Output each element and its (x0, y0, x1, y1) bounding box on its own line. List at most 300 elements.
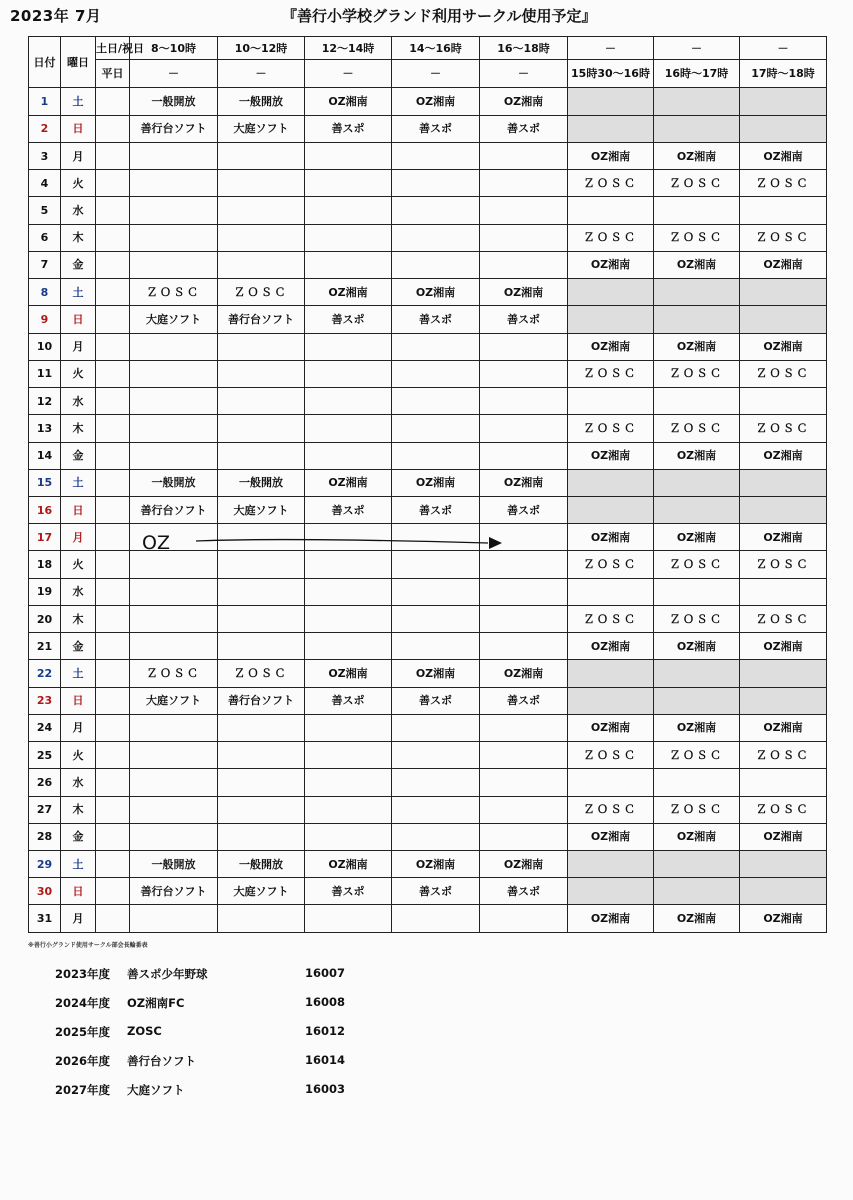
weekend-slot-cell (218, 578, 305, 605)
weekend-slot-cell (305, 578, 392, 605)
weekday-slot-cell: OZ湘南 (654, 251, 740, 278)
day-of-week-cell: 土 (61, 851, 96, 878)
header-slot-2: 10～12時 (218, 37, 305, 60)
weekend-slot-cell (480, 524, 568, 551)
date-cell: 15 (29, 469, 61, 496)
weekend-slot-cell: 善スポ (392, 687, 480, 714)
weekday-slot-cell (740, 851, 827, 878)
rotation-year: 2024年度 (55, 996, 111, 1010)
rotation-row (55, 989, 455, 1018)
day-row (29, 142, 827, 169)
date-cell: 19 (29, 578, 61, 605)
weekday-slot-cell: ＺＯＳＣ (740, 605, 827, 632)
day-row (29, 279, 827, 306)
weekend-slot-cell (218, 551, 305, 578)
day-row (29, 769, 827, 796)
weekend-slot-cell (218, 360, 305, 387)
weekend-slot-cell (480, 905, 568, 933)
weekend-slot-cell: OZ湘南 (480, 469, 568, 496)
weekday-marker-cell (96, 524, 130, 551)
day-row (29, 905, 827, 933)
weekend-slot-cell (305, 388, 392, 415)
weekend-slot-cell: OZ湘南 (392, 88, 480, 115)
day-of-week-cell: 木 (61, 415, 96, 442)
weekend-slot-cell (480, 360, 568, 387)
weekend-slot-cell: 善スポ (480, 878, 568, 905)
weekday-slot-cell (740, 279, 827, 306)
day-of-week-cell: 火 (61, 551, 96, 578)
header-slot-sub-2: － (218, 60, 305, 88)
day-row (29, 197, 827, 224)
weekend-slot-cell (130, 251, 218, 278)
weekday-slot-cell (568, 306, 654, 333)
day-row (29, 415, 827, 442)
day-of-week-cell: 土 (61, 469, 96, 496)
weekday-marker-cell (96, 306, 130, 333)
handwritten-note-text: OZ (142, 532, 170, 554)
year-month-label: 2023年 7月 (10, 7, 102, 25)
date-cell: 5 (29, 197, 61, 224)
day-of-week-cell: 土 (61, 660, 96, 687)
weekend-slot-cell (305, 823, 392, 850)
weekend-slot-cell (480, 551, 568, 578)
header-weekday-slot-1: 15時30～16時 (568, 60, 654, 88)
weekday-slot-cell: OZ湘南 (568, 442, 654, 469)
weekday-slot-cell: OZ湘南 (740, 442, 827, 469)
weekday-marker-cell (96, 224, 130, 251)
rotation-year: 2023年度 (55, 967, 111, 981)
weekday-slot-cell: OZ湘南 (654, 142, 740, 169)
weekday-slot-cell: ＺＯＳＣ (740, 415, 827, 442)
weekend-slot-cell (480, 633, 568, 660)
weekend-slot-cell (130, 442, 218, 469)
day-row (29, 796, 827, 823)
weekday-slot-cell: ＺＯＳＣ (654, 415, 740, 442)
weekend-slot-cell: 善スポ (305, 115, 392, 142)
weekday-marker-cell (96, 333, 130, 360)
weekend-slot-cell: OZ湘南 (392, 851, 480, 878)
weekday-slot-cell: ＺＯＳＣ (740, 796, 827, 823)
weekday-slot-cell (568, 388, 654, 415)
weekend-slot-cell (480, 333, 568, 360)
weekend-slot-cell (392, 905, 480, 933)
day-row (29, 687, 827, 714)
weekend-slot-cell (218, 823, 305, 850)
weekday-slot-cell (568, 578, 654, 605)
day-row (29, 524, 827, 551)
weekend-slot-cell (480, 415, 568, 442)
weekday-marker-cell (96, 388, 130, 415)
weekend-slot-cell (392, 360, 480, 387)
weekday-marker-cell (96, 769, 130, 796)
day-of-week-cell: 木 (61, 224, 96, 251)
weekday-slot-cell: OZ湘南 (740, 714, 827, 741)
weekday-slot-cell (740, 306, 827, 333)
day-of-week-cell: 日 (61, 878, 96, 905)
header-day-of-week: 曜日 (61, 37, 96, 88)
weekend-slot-cell (480, 796, 568, 823)
weekend-slot-cell: 善スポ (480, 496, 568, 523)
weekend-slot-cell (218, 742, 305, 769)
weekend-slot-cell (305, 197, 392, 224)
weekend-slot-cell (392, 442, 480, 469)
weekend-slot-cell (130, 388, 218, 415)
weekend-slot-cell (392, 605, 480, 632)
weekday-marker-cell (96, 687, 130, 714)
date-cell: 9 (29, 306, 61, 333)
weekday-marker-cell (96, 796, 130, 823)
weekday-marker-cell (96, 578, 130, 605)
weekday-slot-cell (568, 88, 654, 115)
rotation-number: 16008 (305, 995, 346, 1009)
weekday-slot-cell (740, 769, 827, 796)
weekend-slot-cell: 善スポ (392, 878, 480, 905)
weekday-slot-cell (654, 279, 740, 306)
weekend-slot-cell: OZ湘南 (305, 469, 392, 496)
rotation-club: 大庭ソフト (127, 1083, 185, 1097)
day-row (29, 333, 827, 360)
date-cell: 16 (29, 496, 61, 523)
weekday-slot-cell: OZ湘南 (740, 905, 827, 933)
weekday-slot-cell: ＺＯＳＣ (568, 170, 654, 197)
weekend-slot-cell: OZ湘南 (480, 279, 568, 306)
weekday-marker-cell (96, 279, 130, 306)
weekday-slot-cell: ＺＯＳＣ (568, 742, 654, 769)
weekday-marker-cell (96, 197, 130, 224)
weekend-slot-cell (218, 769, 305, 796)
weekday-slot-cell: ＺＯＳＣ (654, 742, 740, 769)
weekend-slot-cell (130, 224, 218, 251)
weekend-slot-cell: 一般開放 (130, 469, 218, 496)
weekend-slot-cell: 大庭ソフト (130, 687, 218, 714)
header-weekday-top-2: － (654, 37, 740, 60)
weekend-slot-cell (392, 714, 480, 741)
weekday-slot-cell (654, 197, 740, 224)
header-weekend-holiday: 土日/祝日 (96, 37, 130, 60)
day-of-week-cell: 日 (61, 115, 96, 142)
date-cell: 4 (29, 170, 61, 197)
date-cell: 21 (29, 633, 61, 660)
weekend-slot-cell: OZ湘南 (392, 660, 480, 687)
weekday-slot-cell (740, 496, 827, 523)
rotation-year: 2026年度 (55, 1054, 111, 1068)
weekend-slot-cell (218, 224, 305, 251)
weekend-slot-cell (392, 415, 480, 442)
weekday-slot-cell: OZ湘南 (654, 714, 740, 741)
weekday-slot-cell (654, 306, 740, 333)
day-of-week-cell: 金 (61, 251, 96, 278)
weekend-slot-cell (218, 170, 305, 197)
date-cell: 17 (29, 524, 61, 551)
weekday-slot-cell: OZ湘南 (568, 524, 654, 551)
weekend-slot-cell (218, 197, 305, 224)
weekend-slot-cell: OZ湘南 (392, 279, 480, 306)
rotation-row (55, 960, 455, 989)
weekday-slot-cell: ＺＯＳＣ (740, 224, 827, 251)
header-slot-sub-1: － (130, 60, 218, 88)
weekend-slot-cell (305, 769, 392, 796)
weekend-slot-cell: 大庭ソフト (130, 306, 218, 333)
weekday-slot-cell: ＺＯＳＣ (568, 605, 654, 632)
weekday-slot-cell: OZ湘南 (654, 442, 740, 469)
weekday-slot-cell: ＺＯＳＣ (568, 415, 654, 442)
weekend-slot-cell (480, 197, 568, 224)
day-of-week-cell: 月 (61, 142, 96, 169)
date-cell: 30 (29, 878, 61, 905)
weekday-slot-cell: ＺＯＳＣ (740, 170, 827, 197)
weekend-slot-cell (305, 742, 392, 769)
weekend-slot-cell: 善行台ソフト (130, 878, 218, 905)
weekday-slot-cell: OZ湘南 (568, 333, 654, 360)
rotation-row (55, 1076, 455, 1105)
weekday-slot-cell (740, 578, 827, 605)
weekday-marker-cell (96, 170, 130, 197)
weekend-slot-cell: ＺＯＳＣ (218, 660, 305, 687)
weekday-marker-cell (96, 823, 130, 850)
weekend-slot-cell: 善行台ソフト (218, 306, 305, 333)
rotation-club: 善スポ少年野球 (127, 967, 208, 981)
weekday-marker-cell (96, 88, 130, 115)
day-row (29, 496, 827, 523)
date-cell: 12 (29, 388, 61, 415)
weekend-slot-cell (305, 170, 392, 197)
weekday-slot-cell: ＺＯＳＣ (740, 551, 827, 578)
day-of-week-cell: 日 (61, 306, 96, 333)
weekday-slot-cell: OZ湘南 (740, 333, 827, 360)
weekday-marker-cell (96, 442, 130, 469)
weekend-slot-cell: OZ湘南 (305, 279, 392, 306)
header-slot-1: 8～10時 (130, 37, 218, 60)
weekday-slot-cell (740, 88, 827, 115)
weekend-slot-cell (392, 769, 480, 796)
rotation-number: 16012 (305, 1024, 346, 1038)
weekend-slot-cell: ＺＯＳＣ (130, 660, 218, 687)
weekday-marker-cell (96, 878, 130, 905)
day-row (29, 442, 827, 469)
footer-note: ※善行小グランド使用サークル部会長輪番表 (28, 942, 148, 949)
weekend-slot-cell: ＺＯＳＣ (130, 279, 218, 306)
weekend-slot-cell (392, 524, 480, 551)
weekday-slot-cell (740, 388, 827, 415)
rotation-number: 16014 (305, 1053, 346, 1067)
day-row (29, 714, 827, 741)
rotation-club: OZ湘南FC (127, 996, 185, 1010)
weekend-slot-cell (130, 578, 218, 605)
schedule-table (28, 36, 827, 933)
day-of-week-cell: 土 (61, 88, 96, 115)
weekend-slot-cell (218, 333, 305, 360)
weekend-slot-cell (305, 333, 392, 360)
day-row (29, 578, 827, 605)
header-slot-sub-3: － (305, 60, 392, 88)
weekend-slot-cell (305, 415, 392, 442)
weekend-slot-cell (218, 796, 305, 823)
weekday-slot-cell: ＺＯＳＣ (568, 551, 654, 578)
weekend-slot-cell (218, 415, 305, 442)
weekend-slot-cell (305, 796, 392, 823)
rotation-row (55, 1018, 455, 1047)
weekday-marker-cell (96, 496, 130, 523)
day-of-week-cell: 日 (61, 687, 96, 714)
weekday-slot-cell: ＺＯＳＣ (740, 360, 827, 387)
day-of-week-cell: 木 (61, 605, 96, 632)
weekend-slot-cell (392, 170, 480, 197)
weekday-slot-cell (568, 279, 654, 306)
weekday-slot-cell: ＺＯＳＣ (568, 224, 654, 251)
weekend-slot-cell (130, 633, 218, 660)
weekday-marker-cell (96, 905, 130, 933)
header-weekday-slot-2: 16時～17時 (654, 60, 740, 88)
rotation-row (55, 1047, 455, 1076)
weekend-slot-cell (392, 388, 480, 415)
weekend-slot-cell (305, 905, 392, 933)
date-cell: 27 (29, 796, 61, 823)
weekday-slot-cell: OZ湘南 (740, 142, 827, 169)
weekend-slot-cell (480, 170, 568, 197)
weekday-marker-cell (96, 605, 130, 632)
weekday-slot-cell: OZ湘南 (654, 905, 740, 933)
day-row (29, 878, 827, 905)
header-slot-sub-4: － (392, 60, 480, 88)
weekday-marker-cell (96, 742, 130, 769)
weekday-slot-cell: OZ湘南 (654, 524, 740, 551)
weekday-marker-cell (96, 415, 130, 442)
weekend-slot-cell: 善行台ソフト (218, 687, 305, 714)
weekend-slot-cell: 善行台ソフト (130, 115, 218, 142)
document-title: 『善行小学校グランド利用サークル使用予定』 (282, 7, 597, 25)
weekend-slot-cell: 善スポ (480, 687, 568, 714)
header-weekday: 平日 (96, 60, 130, 88)
header-date: 日付 (29, 37, 61, 88)
day-row (29, 170, 827, 197)
weekend-slot-cell (305, 551, 392, 578)
weekday-slot-cell: ＺＯＳＣ (654, 796, 740, 823)
weekend-slot-cell (305, 524, 392, 551)
weekday-slot-cell: OZ湘南 (740, 633, 827, 660)
date-cell: 14 (29, 442, 61, 469)
weekend-slot-cell: 善スポ (392, 115, 480, 142)
weekend-slot-cell (480, 578, 568, 605)
weekday-slot-cell (740, 469, 827, 496)
header-slot-4: 14～16時 (392, 37, 480, 60)
rotation-year: 2025年度 (55, 1025, 111, 1039)
weekday-slot-cell: OZ湘南 (654, 633, 740, 660)
date-cell: 29 (29, 851, 61, 878)
weekend-slot-cell: 善スポ (305, 687, 392, 714)
schedule-table-container (28, 36, 826, 933)
weekend-slot-cell (130, 524, 218, 551)
weekend-slot-cell (305, 442, 392, 469)
day-row (29, 115, 827, 142)
weekday-marker-cell (96, 851, 130, 878)
weekend-slot-cell: 善スポ (305, 878, 392, 905)
weekday-slot-cell: ＺＯＳＣ (654, 605, 740, 632)
date-cell: 2 (29, 115, 61, 142)
date-cell: 20 (29, 605, 61, 632)
weekend-slot-cell (218, 388, 305, 415)
date-cell: 24 (29, 714, 61, 741)
weekday-slot-cell: OZ湘南 (740, 823, 827, 850)
day-of-week-cell: 木 (61, 796, 96, 823)
page-header (0, 0, 853, 34)
weekend-slot-cell (480, 142, 568, 169)
weekend-slot-cell (392, 333, 480, 360)
weekend-slot-cell (130, 742, 218, 769)
weekday-slot-cell (568, 197, 654, 224)
header-row-2 (29, 60, 827, 88)
weekend-slot-cell (480, 605, 568, 632)
day-of-week-cell: 水 (61, 769, 96, 796)
rotation-number: 16007 (305, 966, 346, 980)
weekend-slot-cell (130, 796, 218, 823)
weekday-slot-cell (568, 851, 654, 878)
day-of-week-cell: 月 (61, 333, 96, 360)
weekday-slot-cell (740, 197, 827, 224)
weekend-slot-cell: OZ湘南 (305, 88, 392, 115)
day-row (29, 360, 827, 387)
day-row (29, 306, 827, 333)
day-row (29, 251, 827, 278)
weekend-slot-cell: 大庭ソフト (218, 115, 305, 142)
weekday-slot-cell (654, 769, 740, 796)
weekend-slot-cell (130, 551, 218, 578)
weekend-slot-cell (480, 742, 568, 769)
date-cell: 6 (29, 224, 61, 251)
date-cell: 31 (29, 905, 61, 933)
day-row (29, 823, 827, 850)
weekend-slot-cell (218, 142, 305, 169)
weekend-slot-cell (218, 524, 305, 551)
weekend-slot-cell (480, 714, 568, 741)
weekend-slot-cell (130, 714, 218, 741)
weekday-slot-cell: OZ湘南 (740, 251, 827, 278)
rotation-number: 16003 (305, 1082, 346, 1096)
weekend-slot-cell: 一般開放 (130, 88, 218, 115)
weekend-slot-cell: 善行台ソフト (130, 496, 218, 523)
weekend-slot-cell (392, 251, 480, 278)
date-cell: 26 (29, 769, 61, 796)
day-row (29, 742, 827, 769)
day-of-week-cell: 金 (61, 633, 96, 660)
weekday-slot-cell (654, 469, 740, 496)
weekend-slot-cell: OZ湘南 (480, 851, 568, 878)
weekday-slot-cell (654, 496, 740, 523)
weekday-slot-cell: ＺＯＳＣ (740, 742, 827, 769)
weekday-slot-cell (654, 388, 740, 415)
weekend-slot-cell: 善スポ (392, 306, 480, 333)
header-row-1 (29, 37, 827, 60)
date-cell: 28 (29, 823, 61, 850)
date-cell: 7 (29, 251, 61, 278)
weekend-slot-cell (305, 633, 392, 660)
weekend-slot-cell (130, 197, 218, 224)
weekend-slot-cell: 大庭ソフト (218, 496, 305, 523)
header-slot-5: 16～18時 (480, 37, 568, 60)
weekday-marker-cell (96, 633, 130, 660)
weekday-slot-cell: OZ湘南 (568, 905, 654, 933)
day-row (29, 660, 827, 687)
weekday-marker-cell (96, 469, 130, 496)
weekend-slot-cell (218, 905, 305, 933)
date-cell: 10 (29, 333, 61, 360)
day-of-week-cell: 日 (61, 496, 96, 523)
header-slot-3: 12～14時 (305, 37, 392, 60)
weekend-slot-cell (305, 605, 392, 632)
weekend-slot-cell (305, 224, 392, 251)
header-slot-sub-5: － (480, 60, 568, 88)
weekend-slot-cell: 善スポ (305, 496, 392, 523)
weekday-slot-cell: OZ湘南 (568, 142, 654, 169)
